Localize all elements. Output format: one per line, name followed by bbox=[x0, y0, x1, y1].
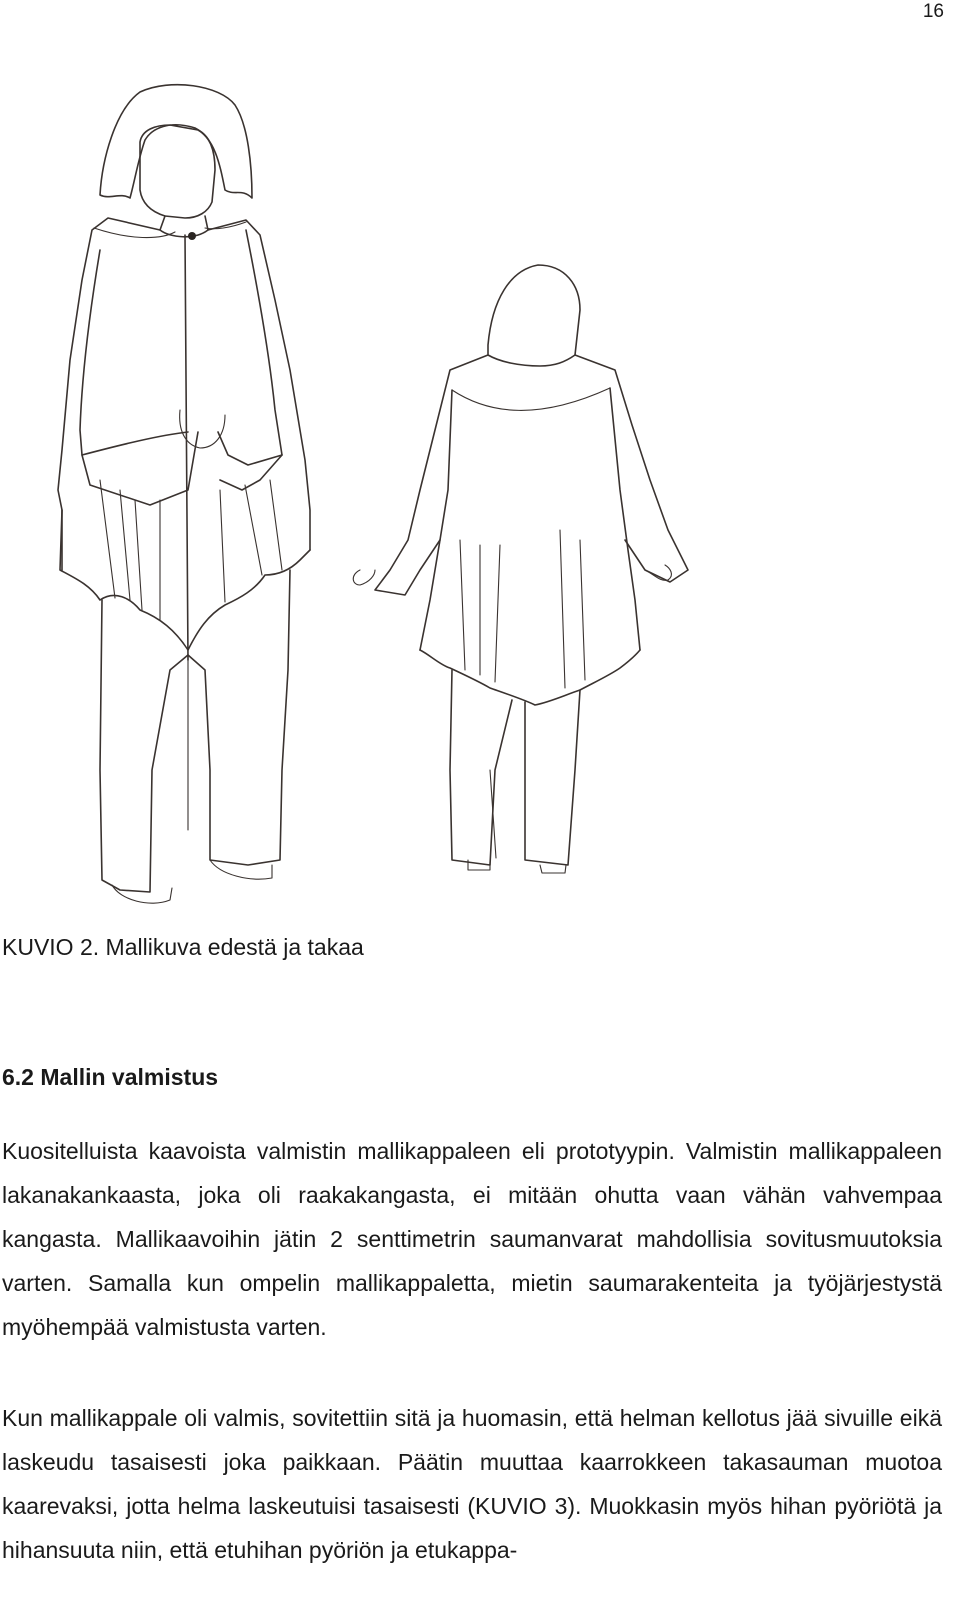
paragraph-1: Kuositelluista kaavoista valmistin mallikappaleen eli prototyypin. Valmistin mallikappaleen lakanakankaasta, joka oli raakakangasta, ei mitään ohutta vaan vähän vahvempaa kangasta. Mallikaavoihin jätin 2 senttimetrin saumanvarat mahdollisia sovitusmuutoksia varten. Samalla kun ompelin mallikappaletta, mietin saumarakenteita ja työjärjestystä myöhempää valmistusta varten. bbox=[2, 1138, 942, 1340]
section-heading: 6.2 Mallin valmistus bbox=[2, 1064, 219, 1090]
fashion-sketch-illustration bbox=[20, 70, 720, 920]
front-view-figure bbox=[58, 85, 310, 903]
paragraph-2: Kun mallikappale oli valmis, sovitettiin sitä ja huomasin, että helman kellotus jää sivuille eikä laskeudu tasaisesti joka paikkaan. Päätin muuttaa kaarrokkeen takasauman muotoa kaarevaksi, jotta helma laskeutuisi tasaisesti (KUVIO 3). Muokkasin myös hihan pyöriötä ja hihansuuta niin, että etuhihan pyöriön ja etukappa- bbox=[2, 1405, 942, 1563]
figure-caption: KUVIO 2. Mallikuva edestä ja takaa bbox=[2, 934, 364, 960]
page-number: 16 bbox=[922, 1, 944, 22]
fashion-sketch-figure bbox=[20, 70, 720, 920]
back-view-figure bbox=[353, 265, 688, 873]
